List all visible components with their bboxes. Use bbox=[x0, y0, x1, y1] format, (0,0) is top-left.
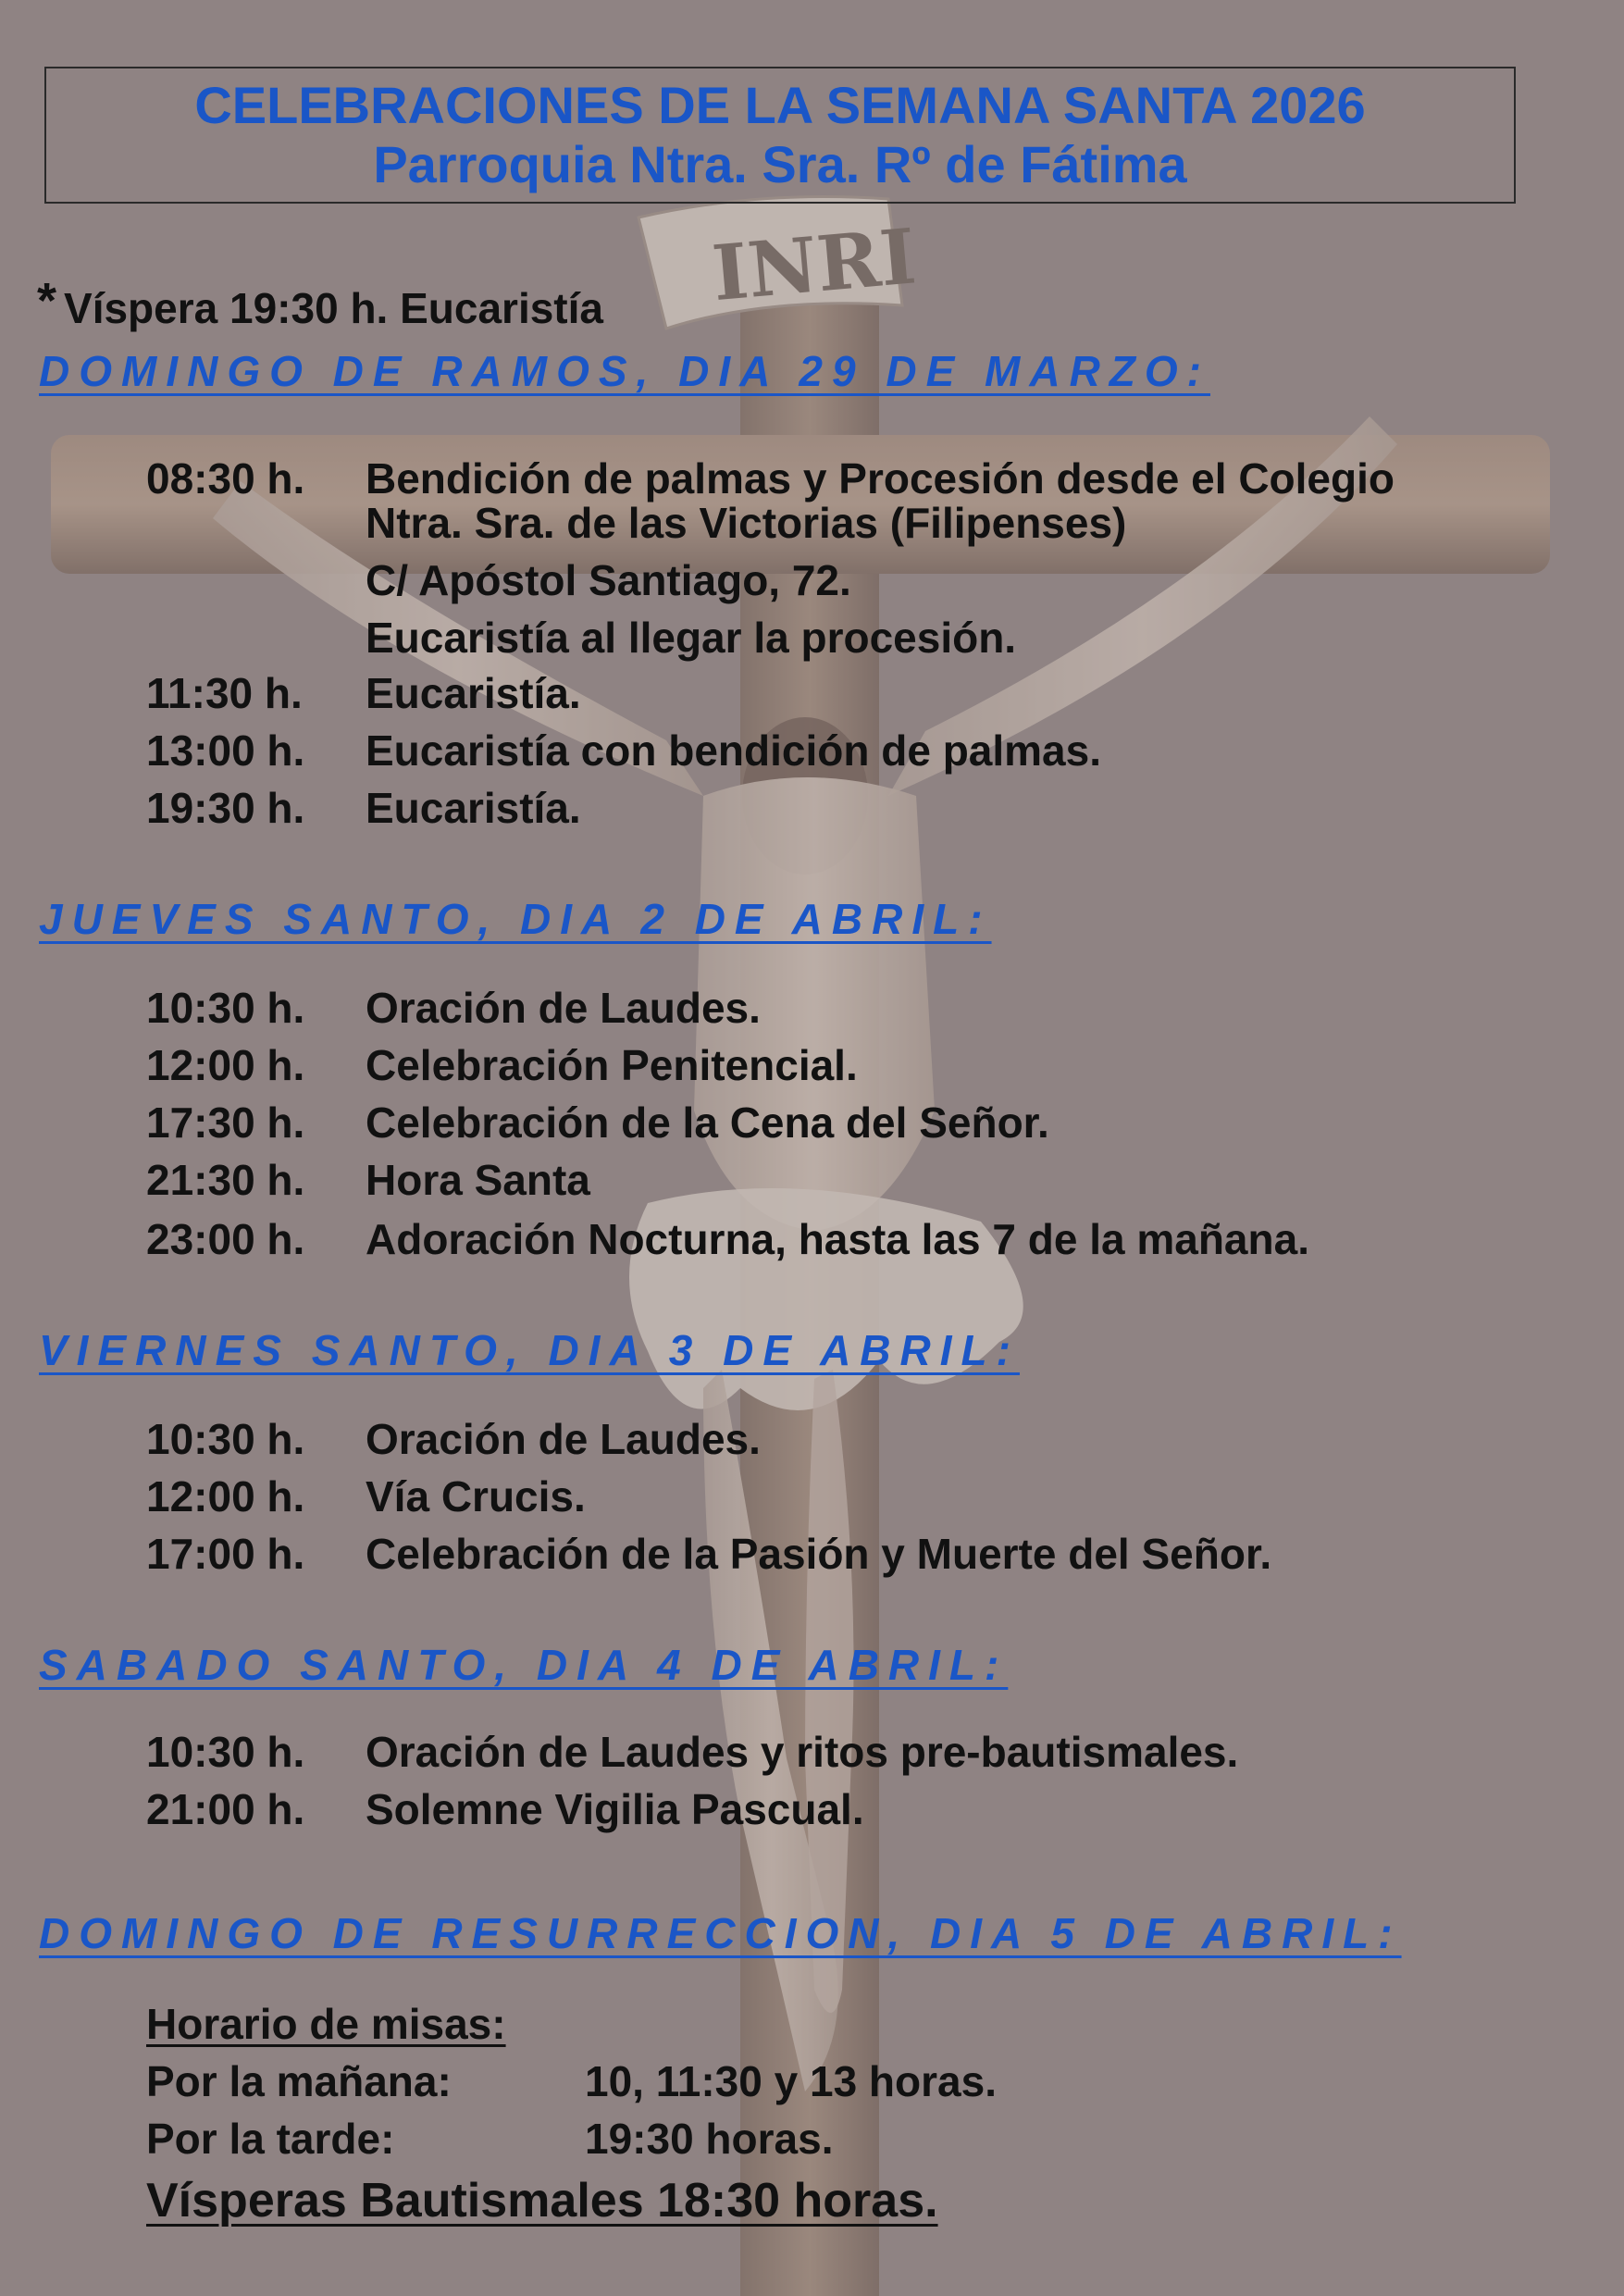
description: Oración de Laudes. bbox=[366, 1415, 761, 1463]
parish-name: Parroquia Ntra. Sra. Rº de Fátima bbox=[373, 135, 1187, 193]
time: 10:30 h. bbox=[146, 1728, 305, 1776]
time: 17:30 h. bbox=[146, 1098, 305, 1147]
schedule-row bbox=[146, 455, 1395, 502]
asterisk: * bbox=[37, 273, 57, 329]
horario-misas-title: Horario de misas: bbox=[146, 2000, 506, 2048]
schedule-row bbox=[146, 1786, 864, 1832]
heading-viernes-santo: VIERNES SANTO, DIA 3 DE ABRIL: bbox=[39, 1326, 1020, 1374]
description: Adoración Nocturna, hasta las 7 de la mañana. bbox=[366, 1215, 1309, 1263]
description: Eucaristía. bbox=[366, 784, 581, 832]
time: 10:30 h. bbox=[146, 1415, 305, 1463]
schedule-row bbox=[146, 1531, 1271, 1577]
schedule-row bbox=[146, 727, 1101, 774]
heading-sabado-santo: SABADO SANTO, DIA 4 DE ABRIL: bbox=[39, 1641, 1009, 1689]
heading-domingo-ramos: DOMINGO DE RAMOS, DIA 29 DE MARZO: bbox=[39, 347, 1210, 395]
afternoon-label: Por la tarde: bbox=[146, 2115, 395, 2163]
vispera-text: Víspera 19:30 h. Eucaristía bbox=[64, 284, 603, 332]
description: Solemne Vigilia Pascual. bbox=[366, 1785, 864, 1833]
description-continued: C/ Apóstol Santiago, 72. bbox=[366, 556, 851, 604]
schedule-row bbox=[146, 1099, 1049, 1146]
morning-value: 10, 11:30 y 13 horas. bbox=[585, 2057, 997, 2105]
heading-jueves-santo: JUEVES SANTO, DIA 2 DE ABRIL: bbox=[39, 895, 992, 943]
time: 17:00 h. bbox=[146, 1530, 305, 1578]
time: 21:00 h. bbox=[146, 1785, 305, 1833]
description: Hora Santa bbox=[366, 1156, 590, 1204]
schedule-row bbox=[146, 1416, 761, 1462]
description: Celebración Penitencial. bbox=[366, 1041, 858, 1089]
description: Oración de Laudes y ritos pre-bautismales. bbox=[366, 1728, 1239, 1776]
time: 12:00 h. bbox=[146, 1041, 305, 1089]
time: 08:30 h. bbox=[146, 454, 305, 503]
schedule-row bbox=[146, 1473, 586, 1520]
page-title: CELEBRACIONES DE LA SEMANA SANTA 2026 bbox=[194, 76, 1366, 134]
description: Eucaristía. bbox=[366, 669, 581, 717]
schedule-row bbox=[146, 1157, 590, 1203]
description: Bendición de palmas y Procesión desde el Colegio bbox=[366, 454, 1395, 503]
description: Oración de Laudes. bbox=[366, 984, 761, 1032]
time: 12:00 h. bbox=[146, 1472, 305, 1520]
description-continued: Ntra. Sra. de las Victorias (Filipenses) bbox=[366, 499, 1127, 547]
schedule-row bbox=[146, 670, 581, 716]
mass-times-morning bbox=[146, 2056, 997, 2106]
heading-domingo-resurreccion: DOMINGO DE RESURRECCION, DIA 5 DE ABRIL: bbox=[39, 1909, 1402, 1957]
description: Celebración de la Cena del Señor. bbox=[366, 1098, 1049, 1147]
schedule-row bbox=[146, 785, 581, 831]
description: Vía Crucis. bbox=[366, 1472, 586, 1520]
description: Eucaristía con bendición de palmas. bbox=[366, 726, 1102, 775]
time: 13:00 h. bbox=[146, 726, 305, 775]
schedule-row bbox=[146, 1216, 1309, 1262]
schedule-row bbox=[146, 1042, 858, 1088]
time: 23:00 h. bbox=[146, 1215, 305, 1263]
time: 11:30 h. bbox=[146, 669, 303, 717]
morning-label: Por la mañana: bbox=[146, 2057, 452, 2105]
schedule-row bbox=[146, 985, 761, 1031]
schedule-row bbox=[146, 1729, 1238, 1775]
afternoon-value: 19:30 horas. bbox=[585, 2115, 834, 2163]
visperas-bautismales: Vísperas Bautismales 18:30 horas. bbox=[146, 2174, 938, 2228]
time: 21:30 h. bbox=[146, 1156, 305, 1204]
time: 19:30 h. bbox=[146, 784, 305, 832]
description: Celebración de la Pasión y Muerte del Señor. bbox=[366, 1530, 1272, 1578]
time: 10:30 h. bbox=[146, 984, 305, 1032]
inri-sign: INRI bbox=[709, 212, 920, 319]
description-continued: Eucaristía al llegar la procesión. bbox=[366, 614, 1017, 662]
title-box bbox=[44, 67, 1516, 204]
vispera-note bbox=[37, 273, 603, 335]
mass-times-afternoon bbox=[146, 2114, 833, 2164]
